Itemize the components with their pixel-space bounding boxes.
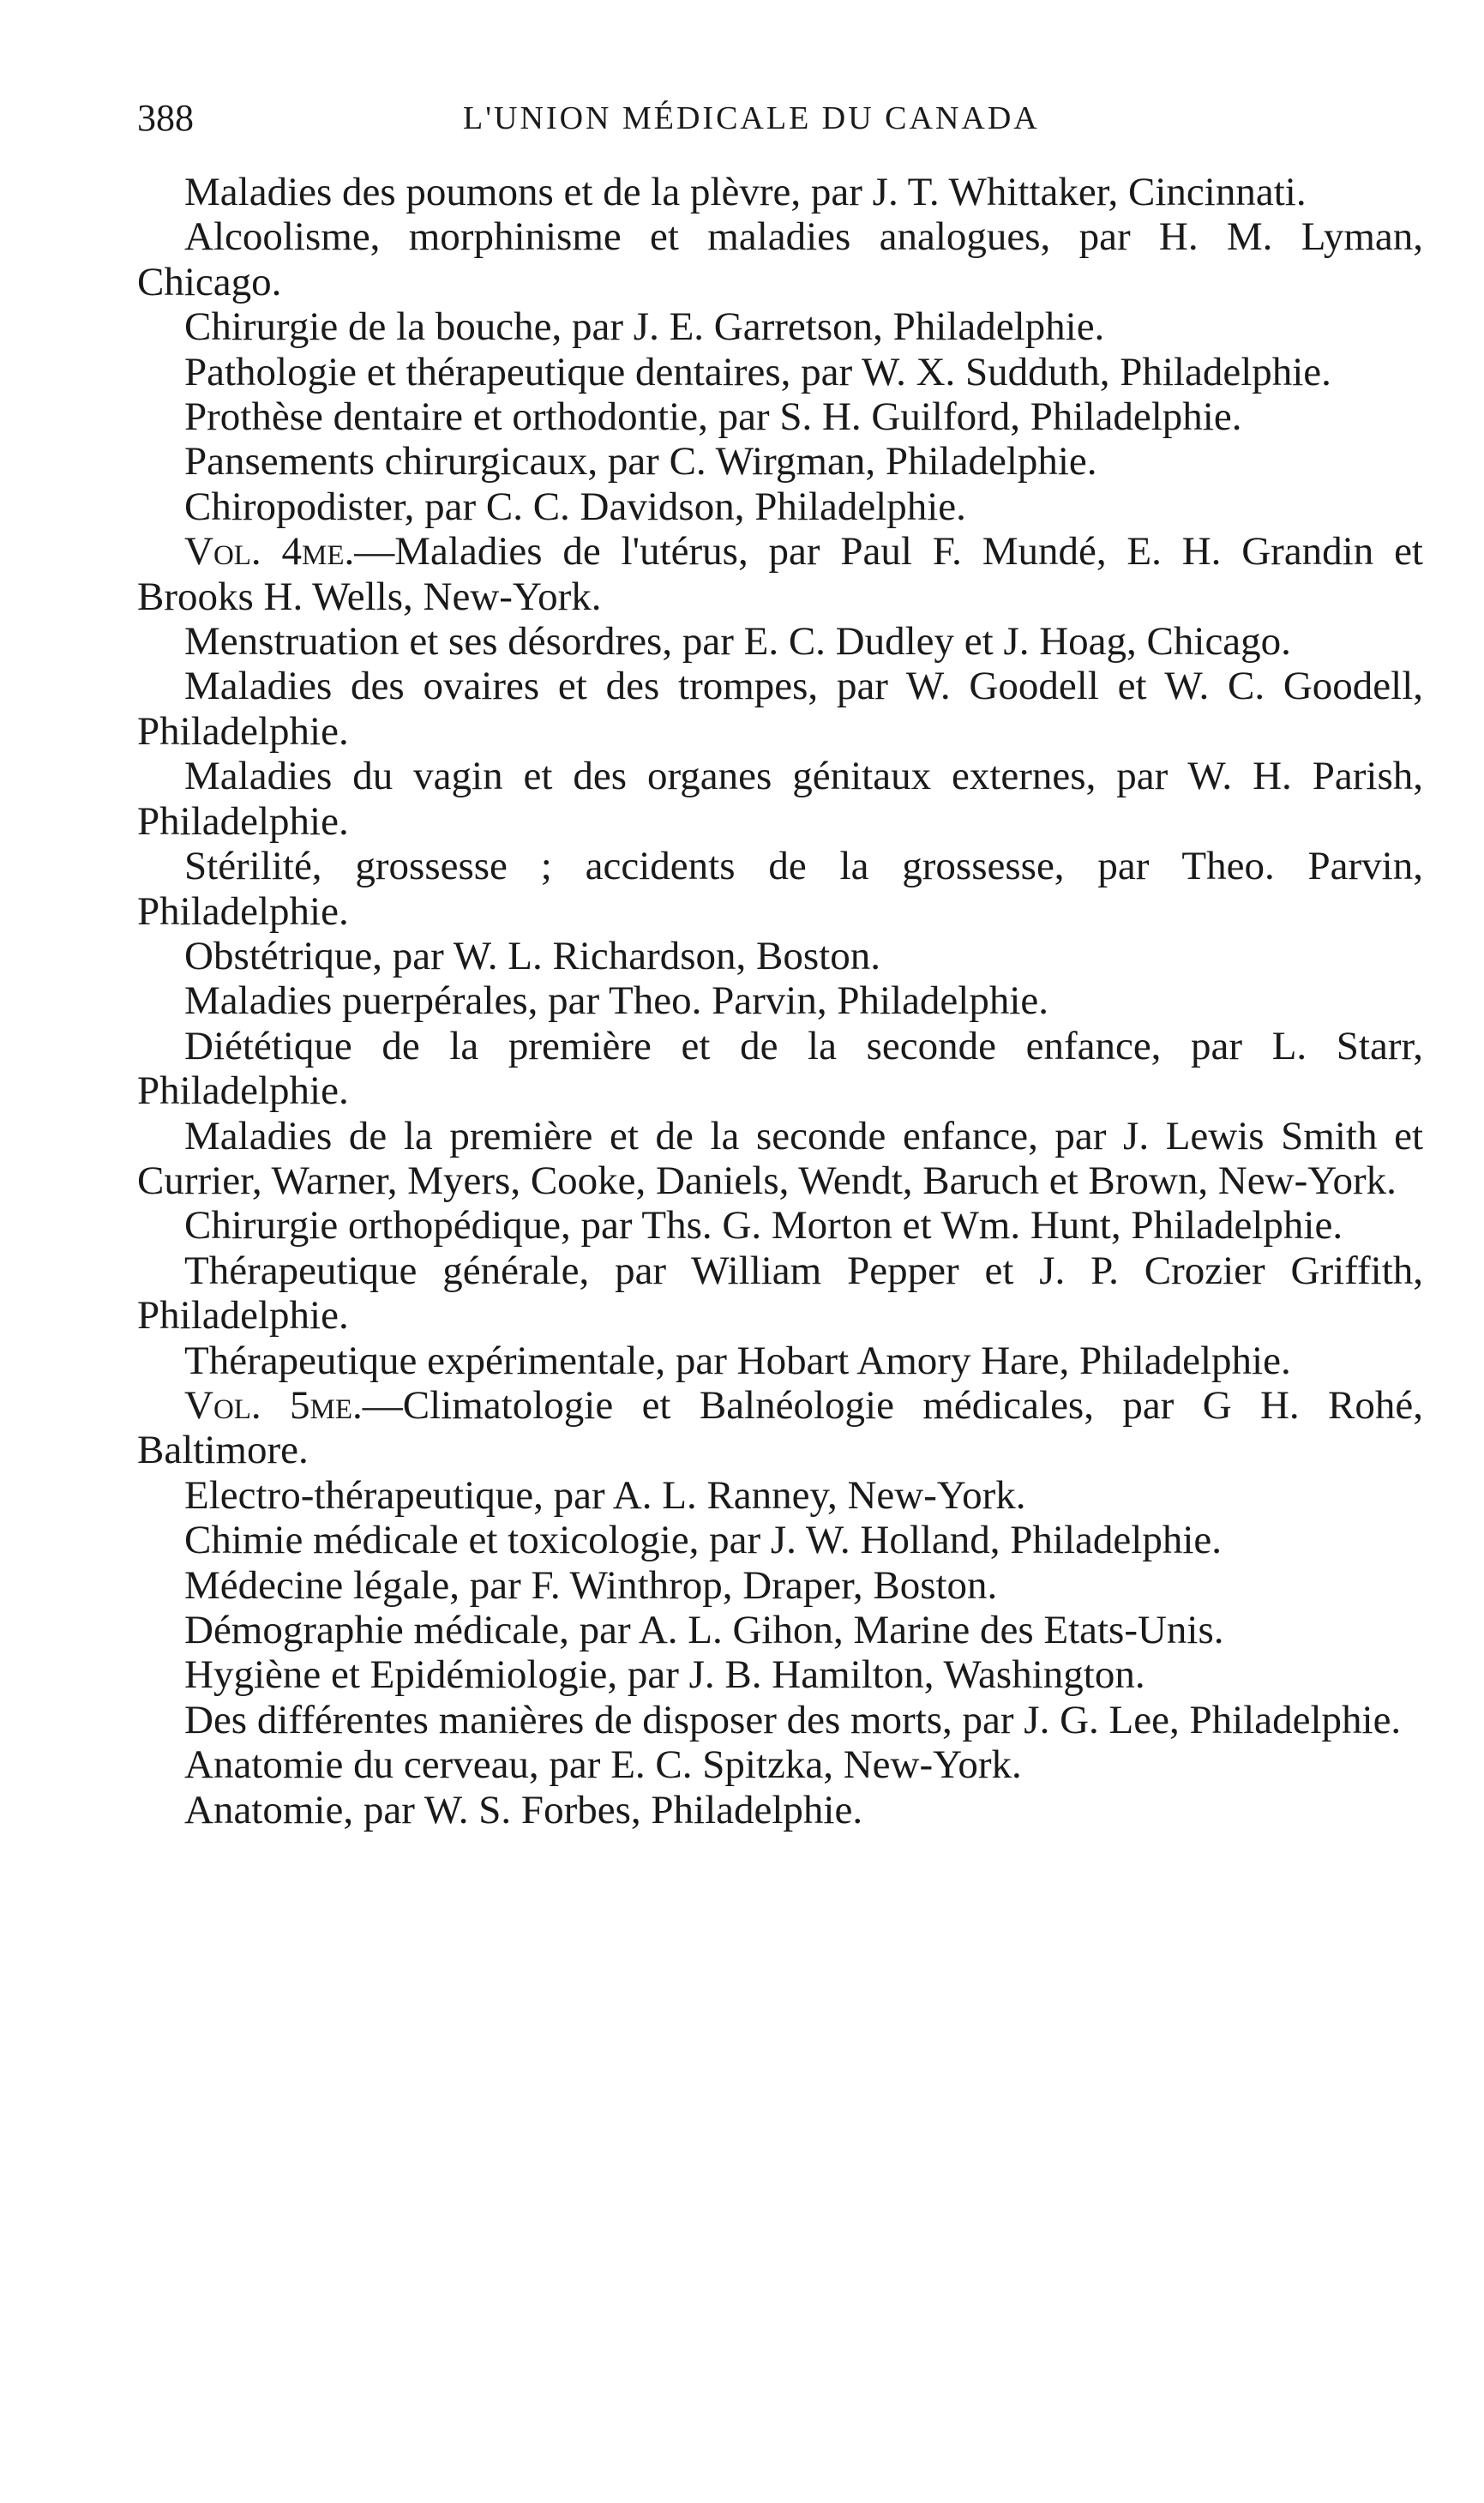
volume-label: Vol. 4me.: [184, 529, 355, 575]
entry-text: Chiropodister, par C. C. Davidson, Philadelphie.: [184, 484, 966, 529]
entry-text: Pansements chirurgicaux, par C. Wirgman, Philadelphie.: [184, 439, 1097, 484]
page-header: [137, 93, 1423, 144]
list-item: [137, 1742, 1423, 1787]
list-item: [137, 1339, 1423, 1383]
entry-text: Des différentes manières de disposer des morts, par J. G. Lee, Philadelphie.: [184, 1697, 1402, 1742]
entry-text: Démographie médicale, par A. L. Gihon, Marine des Etats-Unis.: [184, 1608, 1224, 1652]
entry-text: Chimie médicale et toxicologie, par J. W. Holland, Philadelphie.: [184, 1518, 1222, 1563]
list-item: [137, 664, 1423, 754]
list-item: [137, 1383, 1423, 1473]
list-item: [137, 1203, 1423, 1248]
list-item: [137, 1473, 1423, 1518]
list-item: [137, 1024, 1423, 1114]
entry-text: Maladies puerpérales, par Theo. Parvin, Philadelphie.: [184, 978, 1049, 1024]
list-item: [137, 1248, 1423, 1339]
list-item: [137, 394, 1423, 439]
list-item: [137, 439, 1423, 484]
entry-text: Thérapeutique expérimentale, par Hobart Amory Hare, Philadelphie.: [184, 1338, 1291, 1383]
entry-text: Médecine légale, par F. Winthrop, Draper, Boston.: [184, 1562, 998, 1608]
list-item: [137, 1698, 1423, 1742]
entry-text: Electro-thérapeutique, par A. L. Ranney, New-York.: [184, 1472, 1026, 1518]
entry-text: Maladies des poumons et de la plèvre, par J. T. Whittaker, Cincinnati.: [184, 170, 1307, 214]
list-item: [137, 1563, 1423, 1608]
entry-text: Stérilité, grossesse ; accidents de la grossesse, par Theo. Parvin, Philadelphie.: [137, 844, 1423, 934]
list-item: [137, 1518, 1423, 1562]
bibliography-list: [137, 170, 1423, 1832]
entry-text: Chirurgie de la bouche, par J. E. Garretson, Philadelphie.: [184, 304, 1105, 350]
page-number: 388: [137, 97, 194, 139]
entry-text: Anatomie du cerveau, par E. C. Spitzka, New-York.: [184, 1742, 1022, 1788]
entry-text: Diététique de la première et de la seconde enfance, par L. Starr, Philadelphie.: [137, 1023, 1423, 1114]
entry-text: —Climatologie et Balnéologie médicales, par G H. Rohé, Baltimore.: [137, 1382, 1423, 1473]
entry-text: Menstruation et ses désordres, par E. C. Dudley et J. Hoag, Chicago.: [184, 619, 1291, 665]
entry-text: Maladies du vagin et des organes génitaux externes, par W. H. Parish, Philadelphie.: [137, 754, 1423, 844]
list-item: [137, 170, 1423, 214]
list-item: [137, 484, 1423, 529]
list-item: [137, 214, 1423, 304]
list-item: [137, 1608, 1423, 1652]
entry-text: Pathologie et thérapeutique dentaires, par W. X. Sudduth, Philadelphie.: [184, 349, 1331, 394]
list-item: [137, 1652, 1423, 1697]
entry-text: Thérapeutique générale, par William Pepper et J. P. Crozier Griffith, Philadelphie.: [137, 1248, 1423, 1339]
list-item: [137, 1788, 1423, 1832]
entry-text: Hygiène et Epidémiologie, par J. B. Hamilton, Washington.: [184, 1652, 1145, 1698]
list-item: [137, 978, 1423, 1023]
entry-text: Maladies des ovaires et des trompes, par W. Goodell et W. C. Goodell, Philadelphie.: [137, 664, 1423, 754]
entry-text: Chirurgie orthopédique, par Ths. G. Morton et Wm. Hunt, Philadelphie.: [184, 1203, 1343, 1248]
volume-label: Vol. 5me.: [184, 1382, 363, 1428]
list-item: [137, 304, 1423, 349]
list-item: [137, 754, 1423, 844]
entry-text: Alcoolisme, morphinisme et maladies analogues, par H. M. Lyman, Chicago.: [137, 214, 1423, 304]
list-item: [137, 529, 1423, 619]
running-title: L'UNION MÉDICALE DU CANADA: [463, 100, 1040, 136]
entry-text: Anatomie, par W. S. Forbes, Philadelphie.: [184, 1787, 863, 1832]
list-item: [137, 350, 1423, 394]
entry-text: Maladies de la première et de la seconde enfance, par J. Lewis Smith et Currier, Warner, Myers, Cooke, Daniels, Wendt, Baruch et Brown, New-York.: [137, 1113, 1423, 1203]
list-item: [137, 934, 1423, 978]
entry-text: —Maladies de l'utérus, par Paul F. Mundé, E. H. Grandin et Brooks H. Wells, New-York.: [137, 529, 1423, 619]
entry-text: Obstétrique, par W. L. Richardson, Boston.: [184, 933, 880, 978]
list-item: [137, 844, 1423, 934]
entry-text: Prothèse dentaire et orthodontie, par S. H. Guilford, Philadelphie.: [184, 394, 1242, 440]
list-item: [137, 1114, 1423, 1204]
list-item: [137, 619, 1423, 664]
